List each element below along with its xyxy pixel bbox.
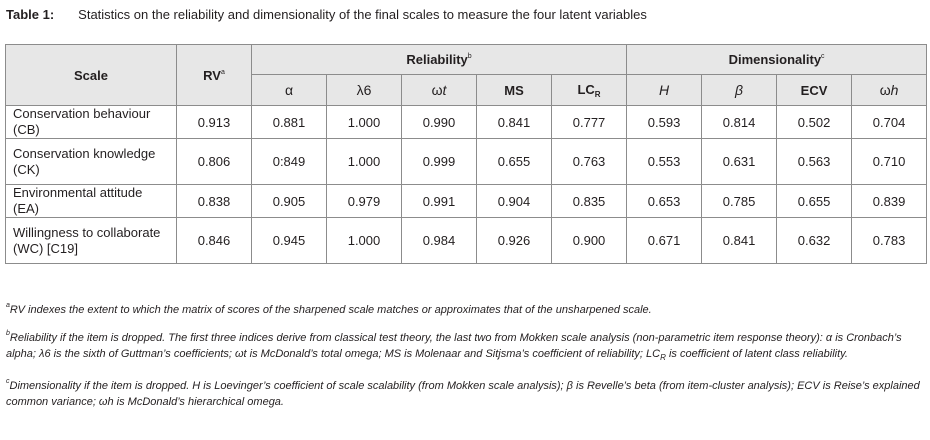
value-cell: 0.502 [777, 106, 852, 139]
value-cell: 0.763 [552, 139, 627, 185]
value-cell: 1.000 [327, 106, 402, 139]
table-title: Statistics on the reliability and dimensionality of the final scales to measure the four latent variables [78, 7, 647, 22]
header-dimensionality: Dimensionality$^c$ [627, 45, 927, 75]
header-beta: β [702, 75, 777, 106]
value-cell: 0.777 [552, 106, 627, 139]
header-h: H [627, 75, 702, 106]
value-cell: 0.671 [627, 218, 702, 264]
value-cell: 0.631 [702, 139, 777, 185]
value-cell: 0.984 [402, 218, 477, 264]
value-cell: 0.990 [402, 106, 477, 139]
table-footnotes [6, 298, 924, 418]
value-cell: 0.814 [702, 106, 777, 139]
table-row [6, 218, 927, 264]
scale-cell: Conservation knowledge (CK) [6, 139, 177, 185]
value-cell: 0.593 [627, 106, 702, 139]
value-cell: 0.926 [477, 218, 552, 264]
header-omega-h: ωh [852, 75, 927, 106]
scale-cell: Willingness to collaborate (WC) [C19] [6, 218, 177, 264]
value-cell: 0.783 [852, 218, 927, 264]
value-cell: 0.999 [402, 139, 477, 185]
value-cell: 0.655 [477, 139, 552, 185]
value-cell: 0:849 [252, 139, 327, 185]
value-cell: 0.710 [852, 139, 927, 185]
header-ecv: ECV [777, 75, 852, 106]
header-alpha: α [252, 75, 327, 106]
header-reliability: Reliability$^b$ [252, 45, 627, 75]
value-cell: 0.991 [402, 185, 477, 218]
scale-cell: Environmental attitude (EA) [6, 185, 177, 218]
header-scale: Scale [6, 45, 177, 106]
scale-cell: Conservation behaviour (CB) [6, 106, 177, 139]
value-cell: 0.945 [252, 218, 327, 264]
footnote-a: $^a$RV indexes the extent to which the matrix of scores of the sharpened scale matches or approximates that of the unsharpened scale. [6, 302, 652, 316]
header-lc: $LC_R$ [552, 75, 627, 106]
value-cell: 0.841 [477, 106, 552, 139]
header-ms: MS [477, 75, 552, 106]
table-row [6, 185, 927, 218]
header-omega-t: ωt [402, 75, 477, 106]
value-cell: 0.838 [177, 185, 252, 218]
value-cell: 0.900 [552, 218, 627, 264]
value-cell: 0.881 [252, 106, 327, 139]
table-label: Table 1: [6, 7, 55, 22]
table-row [6, 139, 927, 185]
value-cell: 0.785 [702, 185, 777, 218]
header-rv: $RV^a$ [177, 45, 252, 106]
value-cell: 0.846 [177, 218, 252, 264]
footnote-b: $^b$Reliability if the item is dropped. The first three indices derive from classical test theory, the last two from Mokken scale analysis (non-parametric item response theory): α is Cronbach’s alpha; λ6 is the sixth of Guttman’s coefficients; ωt is McDonald’s total omega; MS is Molenaar and Sitjsma’s coefficient of reliability; $LC_R$ is coefficient of latent class reliability. [6, 330, 902, 362]
value-cell: 0.841 [702, 218, 777, 264]
value-cell: 0.553 [627, 139, 702, 185]
value-cell: 0.913 [177, 106, 252, 139]
value-cell: 0.632 [777, 218, 852, 264]
value-cell: 0.839 [852, 185, 927, 218]
table-row [6, 106, 927, 139]
value-cell: 0.704 [852, 106, 927, 139]
header-row-groups [6, 45, 927, 75]
value-cell: 0.835 [552, 185, 627, 218]
value-cell: 0.806 [177, 139, 252, 185]
value-cell: 1.000 [327, 139, 402, 185]
value-cell: 0.563 [777, 139, 852, 185]
header-lambda6: λ6 [327, 75, 402, 106]
value-cell: 0.905 [252, 185, 327, 218]
footnote-c: $^c$Dimensionality if the item is dropped. H is Loevinger’s coefficient of scale scalability (from Mokken scale analysis); β is Revelle’s beta (from item-cluster analysis); ECV is Reise’s explained common variance; ωh is McDonald’s hierarchical omega. [6, 378, 920, 408]
statistics-table [5, 44, 927, 264]
table-caption [6, 7, 647, 22]
value-cell: 1.000 [327, 218, 402, 264]
value-cell: 0.655 [777, 185, 852, 218]
value-cell: 0.904 [477, 185, 552, 218]
value-cell: 0.979 [327, 185, 402, 218]
value-cell: 0.653 [627, 185, 702, 218]
